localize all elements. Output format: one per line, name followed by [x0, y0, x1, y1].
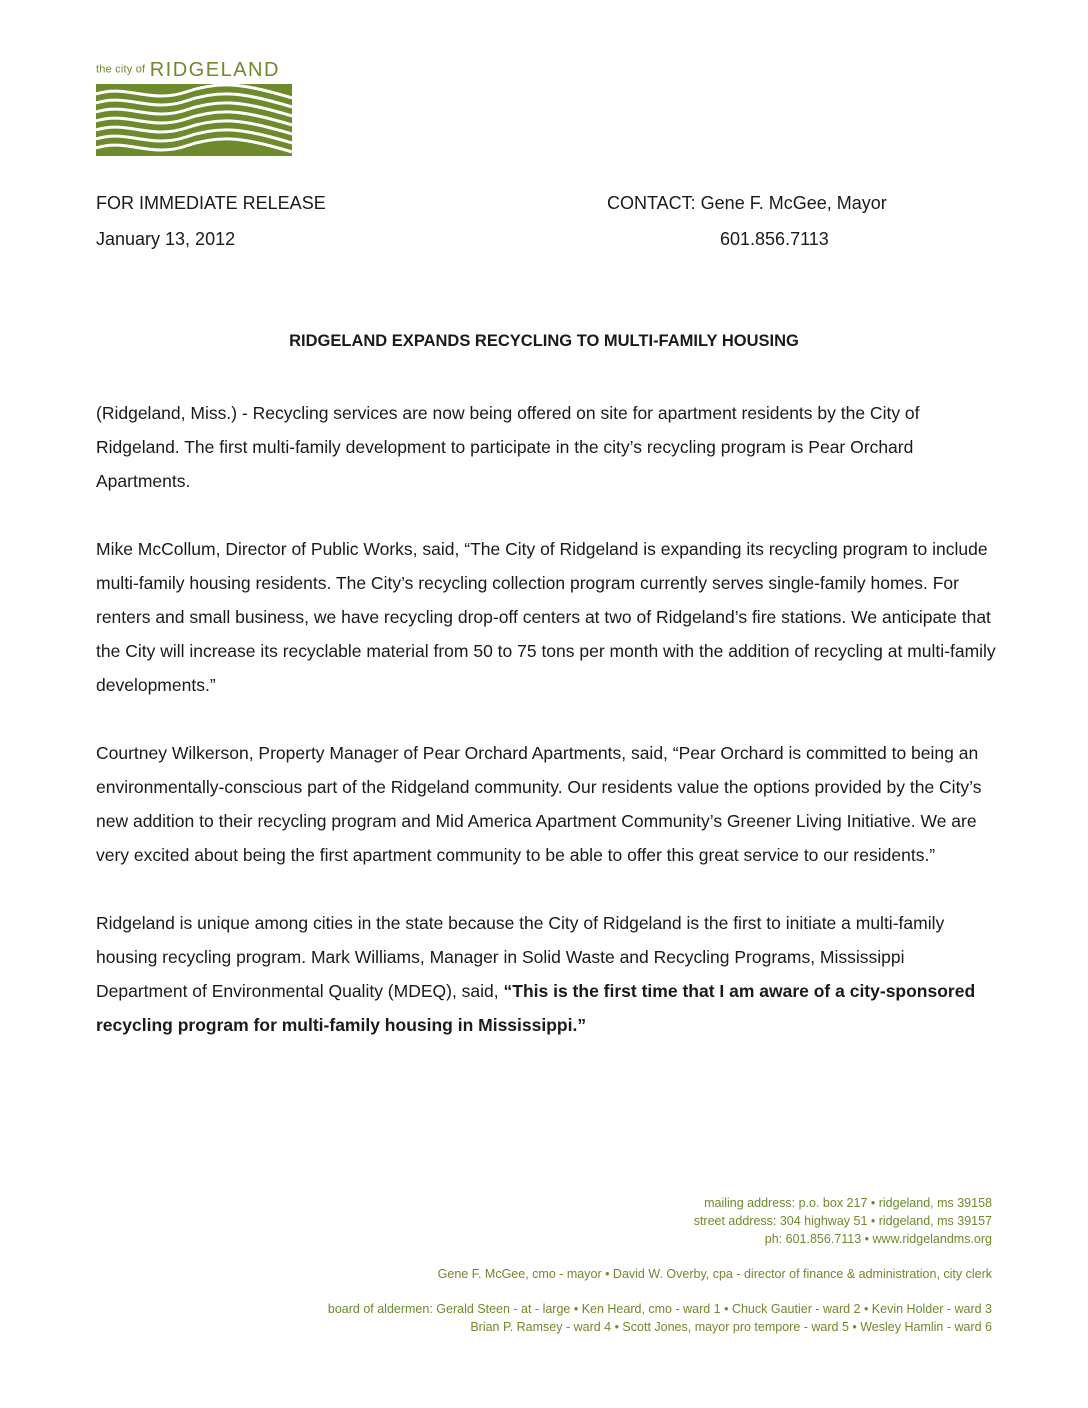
letterhead-footer	[92, 1194, 992, 1336]
street-address: street address: 304 highway 51 • ridgeland, ms 39157	[693, 1214, 992, 1228]
paragraph-4-intro: Ridgeland is unique among cities in the state because the City of Ridgeland is the first to initiate a multi-family housing recycling program. Mark Williams, Manager in Solid Waste and Recycling Programs, Mississippi Department of Environmental Quality (MDEQ), said,	[96, 913, 945, 1001]
board-of-aldermen-line-2: Brian P. Ramsey - ward 4 • Scott Jones, mayor pro tempore - ward 5 • Wesley Hamlin - ward 6	[470, 1320, 992, 1334]
press-release-body	[96, 396, 996, 1076]
phone-website: ph: 601.856.7113 • www.ridgelandms.org	[764, 1232, 992, 1246]
logo-name: RIDGELAND	[149, 59, 280, 81]
paragraph-2: Mike McCollum, Director of Public Works, said, “The City of Ridgeland is expanding its recycling program to include multi-family housing residents. The City’s recycling collection program currently serves single-family homes. For renters and small business, we have recycling drop-off centers at two of Ridgeland’s fire stations. We anticipate that the City will increase its recyclable material from 50 to 75 tons per month with the addition of recycling at multi-family developments.”	[96, 539, 996, 695]
footer-spacer	[92, 1248, 992, 1265]
city-officials: Gene F. McGee, cmo - mayor • David W. Overby, cpa - director of finance & administration, city clerk	[437, 1267, 992, 1281]
paragraph-1: (Ridgeland, Miss.) - Recycling services are now being offered on site for apartment residents by the City of Ridgeland. The first multi-family development to participate in the city’s recycling program is Pear Orchard Apartments.	[96, 403, 920, 491]
paragraph-3: Courtney Wilkerson, Property Manager of Pear Orchard Apartments, said, “Pear Orchard is committed to being an environmentally-conscious part of the Ridgeland community. Our residents value the options provided by the City’s new addition to their recycling program and Mid America Apartment Community’s Greener Living Initiative. We are very excited about being the first apartment community to be able to offer this great service to our residents.”	[96, 743, 982, 865]
mailing-address: mailing address: p.o. box 217 • ridgeland, ms 39158	[704, 1196, 992, 1210]
contact-phone: 601.856.7113	[720, 229, 829, 249]
logo-prefix: the city of	[96, 63, 146, 76]
logo-wordmark	[96, 60, 296, 80]
footer-spacer	[92, 1283, 992, 1300]
release-date: January 13, 2012	[96, 229, 236, 249]
paragraph-4-quote: “This is the first time that I am aware of a city-sponsored recycling program for multi-family housing in Mississippi.”	[96, 981, 976, 1035]
press-release-headline: RIDGELAND EXPANDS RECYCLING TO MULTI-FAMILY HOUSING	[289, 332, 799, 350]
ridgeland-wave-logo-icon	[96, 84, 292, 156]
paragraph-4	[96, 906, 996, 1042]
contact-line: CONTACT: Gene F. McGee, Mayor	[607, 193, 887, 213]
release-label: FOR IMMEDIATE RELEASE	[96, 193, 326, 213]
city-logo	[96, 60, 296, 156]
board-of-aldermen-line-1: board of aldermen: Gerald Steen - at - large • Ken Heard, cmo - ward 1 • Chuck Gautier - ward 2 • Kevin Holder - ward 3	[327, 1302, 992, 1316]
